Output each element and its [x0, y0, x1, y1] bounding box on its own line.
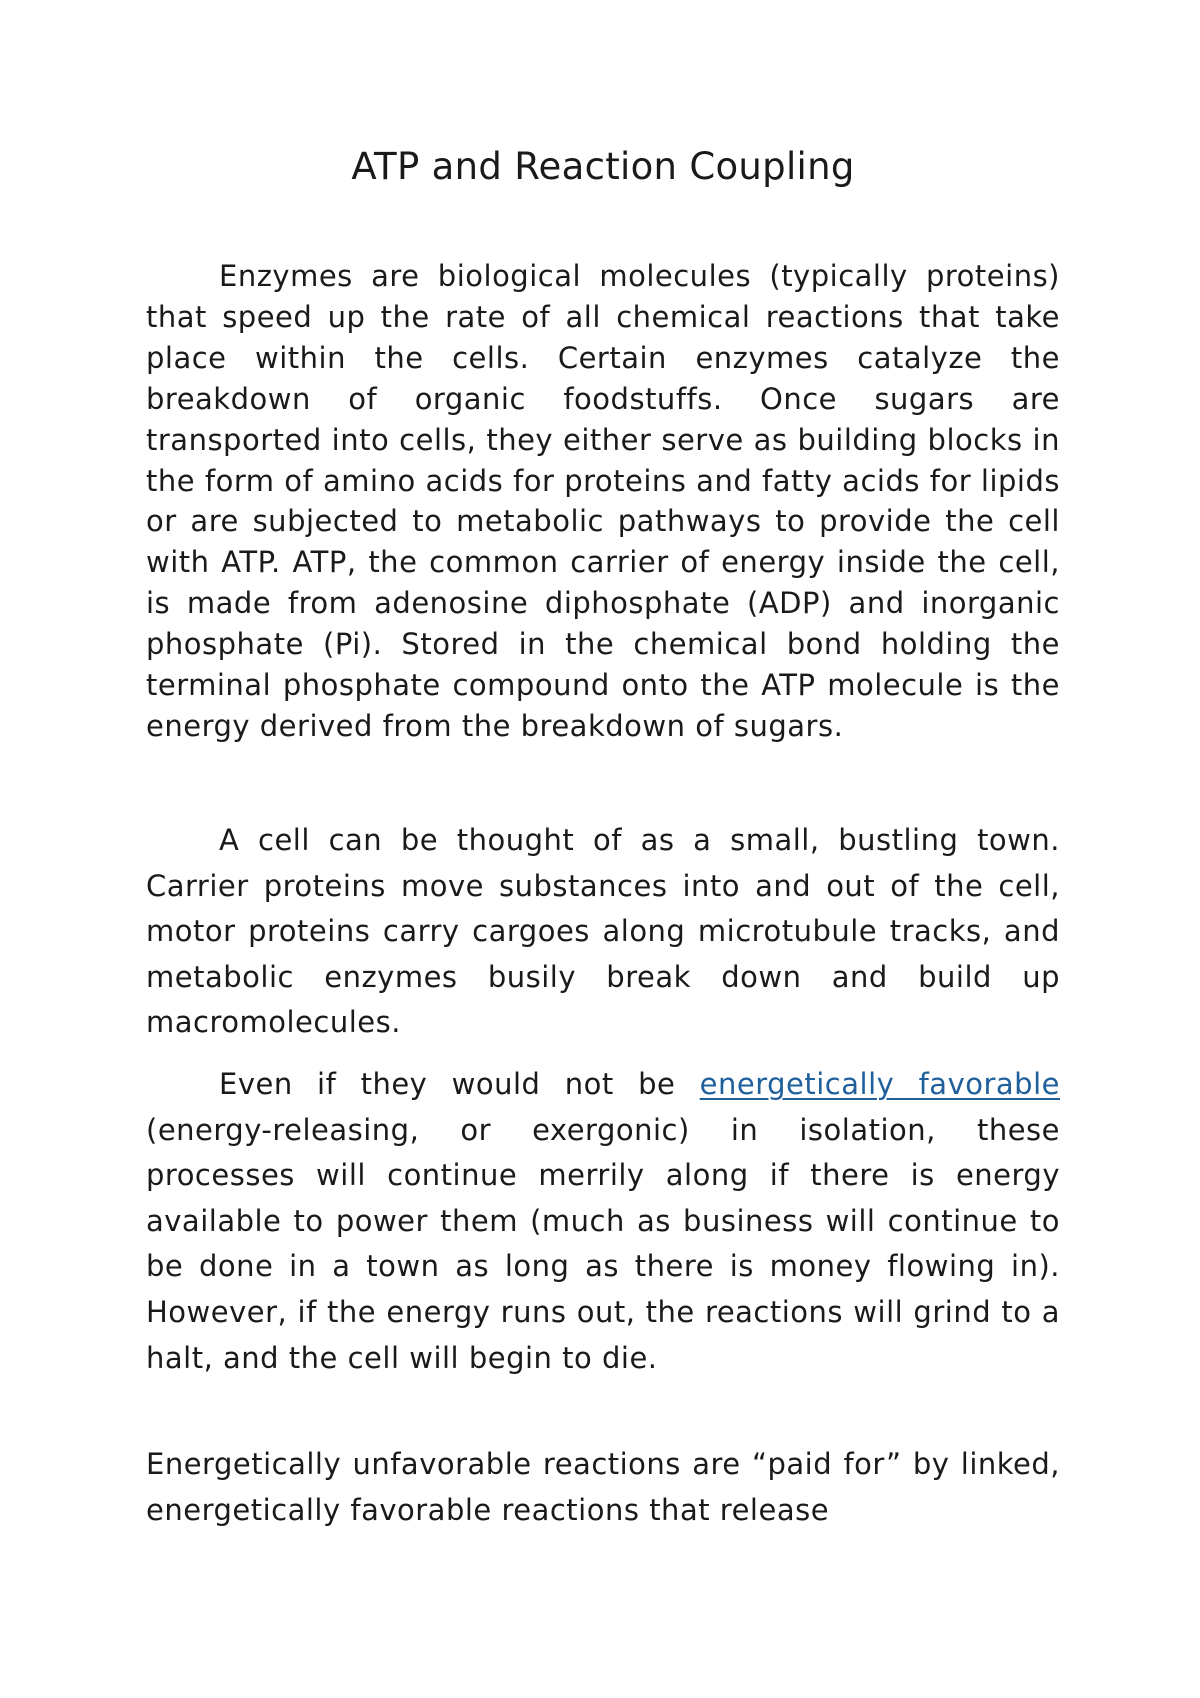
energetically-favorable-link[interactable]: energetically favorable: [699, 1067, 1060, 1101]
document-title: ATP and Reaction Coupling: [351, 145, 855, 188]
paragraph-enzymes: Enzymes are biological molecules (typically proteins) that speed up the rate of all chemical reactions that take place within the cells. Certain enzymes catalyze the breakdown of organic foodstuffs. Once sugars are transported into cells, they either serve as building blocks in the form of amino acids for proteins and fatty acids for lipids or are subjected to metabolic pathways to provide the cell with ATP. ATP, the common carrier of energy inside the cell, is made from adenosine diphosphate (ADP) and inorganic phosphate (Pi). Stored in the chemical bond holding the terminal phosphate compound onto the ATP molecule is the energy derived from the breakdown of sugars.: [146, 259, 1060, 743]
paragraph-unfavorable: Energetically unfavorable reactions are “paid for” by linked, energetically favorable reactions that release: [146, 1447, 1060, 1527]
paragraph-energy: [146, 1062, 1060, 1381]
paragraph-energy-lead: Even if they would not be: [219, 1067, 700, 1101]
paragraph-energy-rest: (energy-releasing, or exergonic) in isolation, these processes will continue merrily along if there is energy available to power them (much as business will continue to be done in a town as long as there is money flowing in). However, if the energy runs out, the reactions will grind to a halt, and the cell will begin to die.: [146, 1112, 1060, 1375]
paragraph-cell-town: A cell can be thought of as a small, bustling town. Carrier proteins move substances into and out of the cell, motor proteins carry cargoes along microtubule tracks, and metabolic enzymes busily break down and build up macromolecules.: [146, 823, 1060, 1040]
